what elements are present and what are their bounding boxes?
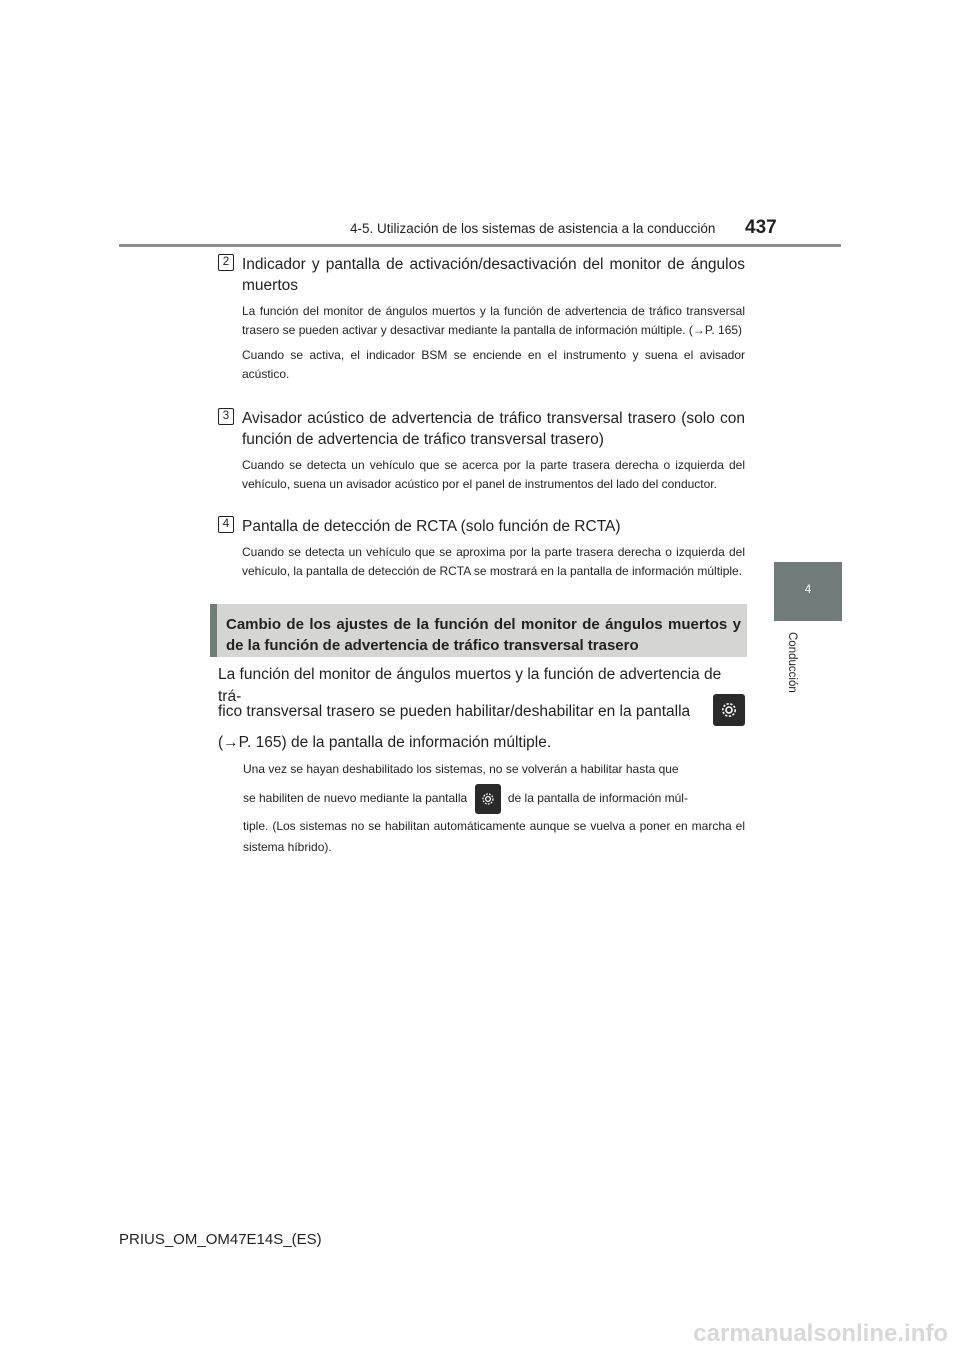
- chapter-label: Conducción: [786, 632, 798, 693]
- section-title: 4-5. Utilización de los sistemas de asistencia a la conducción: [350, 221, 716, 236]
- note-line-2: [243, 781, 745, 815]
- chapter-tab: [774, 562, 842, 621]
- item-paragraph: Cuando se detecta un vehículo que se aproxima por la parte trasera derecha o izquierda del vehículo, la pantalla de detección de RCTA se mostrará en la pantalla de información múltiple.: [242, 545, 745, 578]
- item-title: Indicador y pantalla de activación/desactivación del monitor de ángulos muertos: [242, 256, 745, 294]
- item-paragraph: La función del monitor de ángulos muertos y la función de advertencia de tráfico transversal trasero se pueden activar y desactivar mediante la pantalla de información múltiple. (→P. 165): [242, 304, 745, 337]
- item-body: [242, 543, 745, 581]
- main-line-2: [218, 694, 745, 730]
- main-line-2-text: fico transversal trasero se pueden habilitar/deshabilitar en la pantalla: [218, 703, 691, 720]
- settings-gear-icon: [713, 694, 745, 726]
- list-item: [218, 254, 745, 384]
- note-line-3: tiple. (Los sistemas no se habilitan automáticamente aunque se vuelva a poner en marcha el sistema híbrido).: [243, 819, 745, 854]
- item-paragraph: Cuando se detecta un vehículo que se acerca por la parte trasera derecha o izquierda del vehículo, suena un avisador acústico por el panel de instrumentos del lado del conductor.: [242, 458, 745, 491]
- watermark: carmanualsonline.info: [693, 1320, 948, 1347]
- chapter-number: 4: [804, 582, 812, 596]
- note-line-2-after: de la pantalla de información múl-: [507, 791, 688, 805]
- note-line-2-before: se habiliten de nuevo mediante la pantalla: [243, 791, 468, 805]
- list-item: [218, 516, 745, 581]
- item-number-badge: 4: [218, 516, 234, 533]
- item-number-badge: 2: [218, 254, 234, 271]
- header-divider: [119, 244, 841, 247]
- section-banner: [210, 604, 747, 657]
- settings-gear-icon: [475, 784, 501, 814]
- item-body: [242, 302, 745, 384]
- document-id: PRIUS_OM_OM47E14S_(ES): [119, 1231, 322, 1248]
- item-number-badge: 3: [218, 408, 234, 425]
- banner-title: Cambio de los ajustes de la función del monitor de ángulos muertos y de la función de advertencia de tráfico transversal trasero: [226, 616, 741, 654]
- page-number: 437: [745, 217, 777, 238]
- main-line-1: La función del monitor de ángulos muertos y la función de advertencia de trá-: [218, 666, 722, 705]
- item-body: [242, 456, 745, 494]
- item-paragraph: Cuando se activa, el indicador BSM se enciende en el instrumento y suena el avisador acústico.: [242, 348, 745, 381]
- list-item: [218, 408, 745, 494]
- item-title: Pantalla de detección de RCTA (solo función de RCTA): [242, 518, 621, 535]
- note-line-1: Una vez se hayan deshabilitado los sistemas, no se volverán a habilitar hasta que: [243, 762, 679, 776]
- main-line-3: (→P. 165) de la pantalla de información múltiple.: [218, 734, 552, 751]
- banner-accent-bar: [210, 604, 217, 657]
- item-title: Avisador acústico de advertencia de tráfico transversal trasero (solo con función de advertencia de tráfico transversal trasero): [242, 410, 745, 448]
